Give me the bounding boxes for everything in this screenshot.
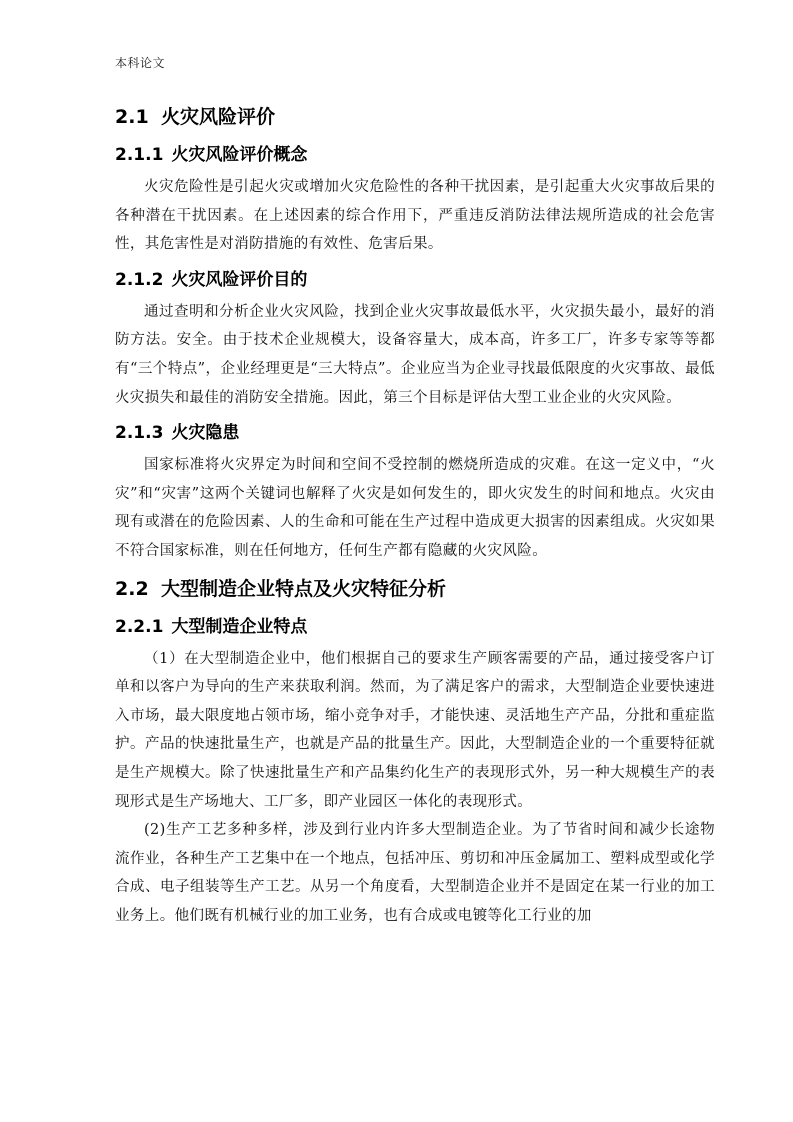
subsection-heading-2-2-1	[115, 612, 715, 645]
section-number: 2.1	[115, 106, 149, 128]
document-body	[115, 100, 715, 930]
subsection-number: 2.2.1	[115, 616, 164, 637]
section-title: 大型制造企业特点及火灾特征分析	[161, 577, 447, 600]
paragraph: (2)生产工艺多种多样，涉及到行业内许多大型制造企业。为了节省时间和减少长途物流作业，各种生产工艺集中在一个地点，包括冲压、剪切和冲压金属加工、塑料成型或化学合成、电子组装等生产工艺。从另一个角度看，大型制造企业并不是固定在某一行业的加工业务上。他们既有机械行业的加工业务，也有合成或电镀等化工行业的加	[115, 822, 715, 924]
subsection-title: 火灾隐患	[171, 423, 240, 444]
section-number: 2.2	[115, 577, 149, 600]
subsection-title: 大型制造企业特点	[171, 616, 308, 637]
section-heading-2-1	[115, 100, 715, 140]
subsection-title: 火灾风险评价概念	[171, 145, 308, 165]
paragraph: 通过查明和分析企业火灾风险，找到企业火灾事故最低水平，火灾损失最小，最好的消防方法。安全。由于技术企业规模大，设备容量大，成本高，许多工厂，许多专家等等都有“三个特点”，企业经理更是“三大特点”。企业应当为企业寻找最低限度的火灾事故、最低火灾损失和最佳的消防安全措施。因此，第三个目标是评估大型工业企业的火灾风险。	[115, 303, 715, 406]
subsection-number: 2.1.3	[115, 423, 164, 444]
subsection-heading-2-1-2	[115, 265, 715, 298]
paragraph: 国家标准将火灾界定为时间和空间不受控制的燃烧所造成的灾难。在这一定义中，“火灾”和“灾害”这两个关键词也解释了火灾是如何发生的，即火灾发生的时间和地点。火灾由现有或潜在的危险因素、人的生命和可能在生产过程中造成更大损害的因素组成。火灾如果不符合国家标准，则在任何地方，任何生产都有隐藏的火灾风险。	[115, 457, 715, 559]
running-header: 本科论文	[115, 56, 166, 70]
subsection-number: 2.1.2	[115, 269, 164, 290]
section-heading-2-2	[115, 572, 715, 612]
subsection-number: 2.1.1	[115, 145, 164, 165]
subsection-heading-2-1-3	[115, 418, 715, 451]
section-title: 火灾风险评价	[161, 106, 276, 128]
subsection-title: 火灾风险评价目的	[171, 269, 308, 290]
paragraph: （1）在大型制造企业中，他们根据自己的要求生产顾客需要的产品，通过接受客户订单和以客户为导向的生产来获取利润。然而，为了满足客户的需求，大型制造企业要快速进入市场，最大限度地占领市场，缩小竞争对手，才能快速、灵活地生产产品，分批和重症监护。产品的快速批量生产，也就是产品的批量生产。因此，大型制造企业的一个重要特征就是生产规模大。除了快速批量生产和产品集约化生产的表现形式外，另一种大规模生产的表现形式是生产场地大、工厂多，即产业园区一体化的表现形式。	[115, 650, 715, 810]
subsection-heading-2-1-1	[115, 140, 715, 173]
header-rule	[113, 80, 713, 81]
paragraph: 火灾危险性是引起火灾或增加火灾危险性的各种干扰因素，是引起重大火灾事故后果的各种潜在干扰因素。在上述因素的综合作用下，严重违反消防法律法规所造成的社会危害性，其危害性是对消防措施的有效性、危害后果。	[115, 179, 715, 253]
